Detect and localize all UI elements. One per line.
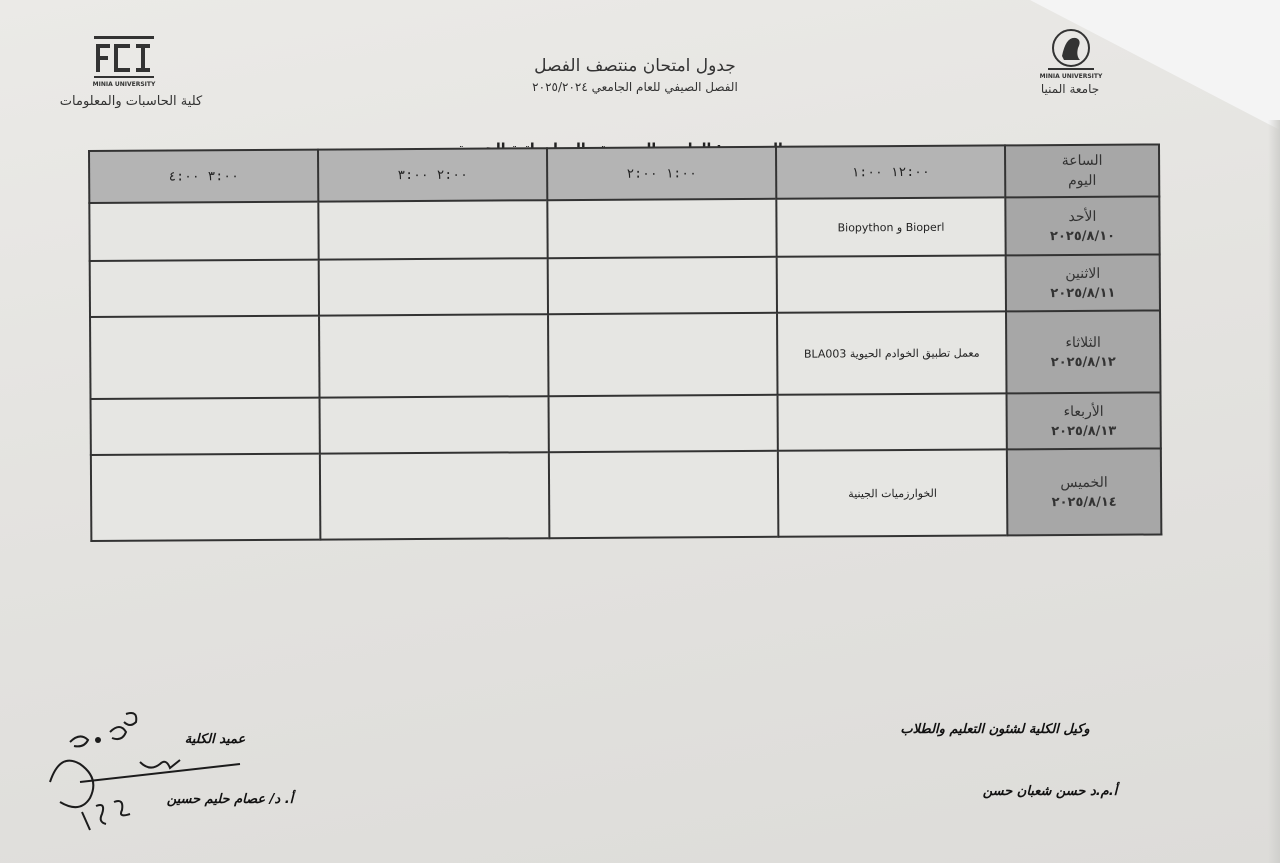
exam-cell: [549, 451, 779, 538]
day-cell: [1006, 254, 1160, 311]
day-name: الأربعاء: [1063, 403, 1104, 420]
hour-label: الساعة: [1061, 152, 1103, 170]
exam-cell: [89, 202, 318, 261]
table-header-row: [89, 144, 1159, 203]
time-slot-header: ٢:٠٠ ٣:٠٠: [318, 148, 547, 201]
exam-cell: [91, 454, 321, 541]
exam-cell: Bioperl و Biopython: [776, 197, 1005, 256]
exam-cell: [91, 398, 320, 455]
day-cell: [1006, 310, 1160, 393]
svg-text:MINIA UNIVERSITY: MINIA UNIVERSITY: [1039, 73, 1103, 80]
day-label: اليوم: [1068, 172, 1097, 190]
page-subtitle: الفصل الصيفي للعام الجامعي ٢٠٢٥/٢٠٢٤: [532, 80, 738, 94]
time-slot-header: ٣:٠٠ ٤:٠٠: [89, 150, 318, 203]
exam-cell: [547, 199, 776, 258]
exam-cell: [777, 255, 1006, 312]
handwritten-signature-icon: [40, 702, 260, 842]
vice-dean-name: أ.م.د حسن شعبان حسن: [982, 784, 1118, 799]
page-title: جدول امتحان منتصف الفصل: [534, 56, 736, 76]
dean-title: عميد الكلية: [184, 732, 246, 747]
exam-cell: [319, 314, 548, 397]
time-slot-header: ١:٠٠ ٢:٠٠: [547, 147, 776, 200]
exam-cell: معمل تطبيق الخوادم الحيوية BLA003: [777, 311, 1006, 394]
dean-name: أ. د/ عصام حليم حسين: [166, 792, 294, 807]
table-row: [90, 310, 1160, 399]
day-date: ٢٠٢٥/٨/١٣: [1051, 423, 1117, 439]
exam-cell: [319, 258, 548, 315]
exam-cell: [549, 395, 778, 452]
table-row: [90, 254, 1160, 317]
fci-logo-icon: [92, 34, 156, 88]
minia-university-seal-icon: [1036, 26, 1106, 82]
exam-cell: [90, 260, 319, 317]
day-name: الخميس: [1060, 474, 1108, 491]
faculty-name: كلية الحاسبات والمعلومات: [59, 94, 203, 109]
day-cell: [1005, 196, 1159, 255]
day-name: الاثنين: [1065, 265, 1101, 282]
day-date: ٢٠٢٥/٨/١٠: [1049, 228, 1116, 244]
university-name: جامعة المنيا: [1040, 82, 1100, 96]
exam-cell: [320, 452, 550, 539]
day-name: الثلاثاء: [1065, 334, 1101, 351]
day-date: ٢٠٢٥/٨/١٢: [1050, 354, 1116, 370]
day-name: الأحد: [1068, 208, 1097, 225]
day-cell: [1007, 448, 1162, 535]
paper-edge-shadow: [1268, 120, 1280, 863]
day-cell: [1007, 392, 1161, 449]
exam-cell: [548, 313, 777, 396]
exam-schedule-table-wrapper: [88, 143, 1170, 548]
day-date: ٢٠٢٥/٨/١١: [1050, 285, 1116, 301]
exam-schedule-table: [88, 143, 1162, 542]
time-slot-header: ١٢:٠٠ ١:٠٠: [776, 145, 1005, 198]
svg-text:MINIA UNIVERSITY: MINIA UNIVERSITY: [92, 81, 156, 88]
table-row: [89, 196, 1159, 261]
vice-dean-title: وكيل الكلية لشئون التعليم والطلاب: [900, 722, 1090, 737]
exam-cell: [320, 396, 549, 453]
exam-cell: الخوارزميات الجينية: [778, 449, 1008, 536]
exam-cell: [778, 393, 1007, 450]
exam-cell: [90, 316, 319, 399]
corner-header-cell: [1005, 144, 1159, 197]
table-row: [91, 392, 1161, 455]
table-row: [91, 448, 1162, 541]
exam-cell: [548, 257, 777, 314]
day-date: ٢٠٢٥/٨/١٤: [1051, 494, 1117, 510]
exam-cell: [318, 200, 547, 259]
